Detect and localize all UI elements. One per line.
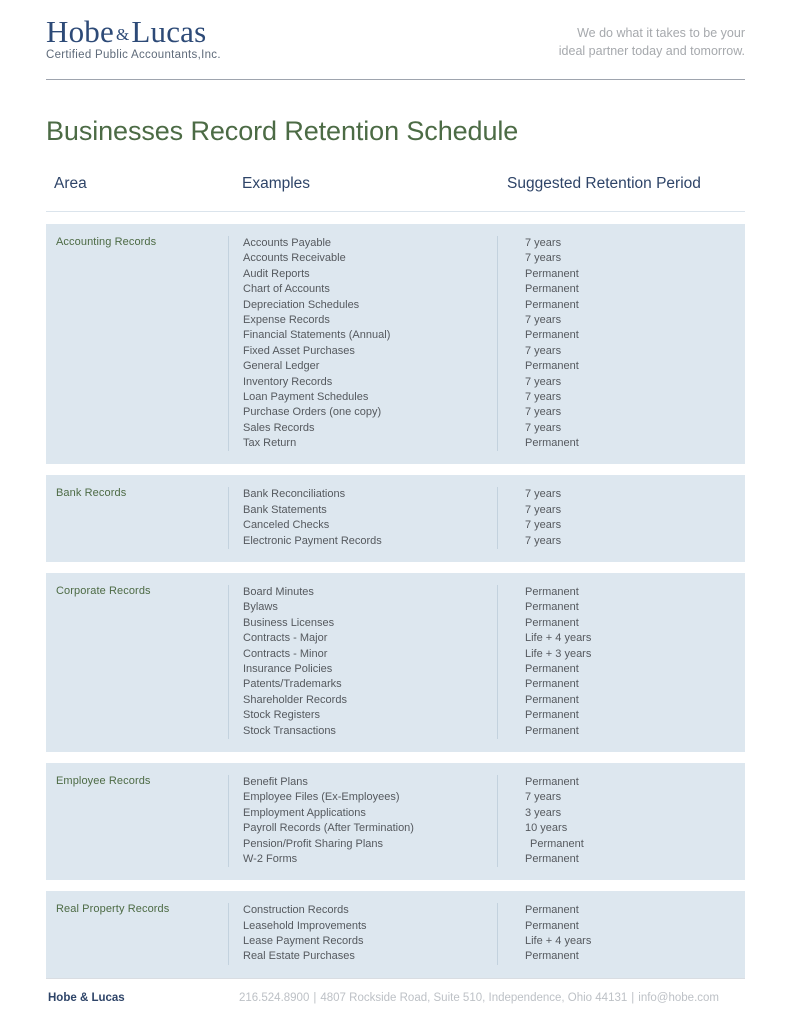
table-row xyxy=(243,631,745,646)
row-example: Chart of Accounts xyxy=(243,283,330,296)
row-retention-period: Permanent xyxy=(525,298,579,311)
table-row xyxy=(243,534,745,549)
row-retention-period: 7 years xyxy=(525,421,562,434)
section-rows xyxy=(228,236,745,451)
table-row xyxy=(243,903,745,918)
row-example: Bank Reconciliations xyxy=(243,488,346,501)
row-example: Shareholder Records xyxy=(243,693,347,706)
row-retention-period: Permanent xyxy=(525,724,579,737)
row-example: Lease Payment Records xyxy=(243,935,364,948)
footer-separator-1: | xyxy=(313,992,317,1004)
row-retention-period: 7 years xyxy=(525,534,562,547)
row-example: Bylaws xyxy=(243,601,278,614)
row-retention-period: Permanent xyxy=(530,837,584,850)
page-footer xyxy=(46,978,745,1008)
row-example: General Ledger xyxy=(243,360,320,373)
column-header-examples: Examples xyxy=(242,175,311,192)
row-example: Expense Records xyxy=(243,313,330,326)
row-example: Accounts Receivable xyxy=(243,252,346,265)
section-area-label: Bank Records xyxy=(56,487,127,500)
row-example: Electronic Payment Records xyxy=(243,534,382,547)
table-row xyxy=(243,708,745,723)
row-example: Accounts Payable xyxy=(243,237,332,249)
row-example: Real Estate Purchases xyxy=(243,950,355,963)
table-row xyxy=(243,236,745,251)
table-header-row xyxy=(46,175,745,212)
row-retention-period: 7 years xyxy=(525,791,562,804)
section-area-label: Real Property Records xyxy=(56,903,170,916)
row-example: Leasehold Improvements xyxy=(243,919,367,932)
table-row xyxy=(243,585,745,600)
company-tagline xyxy=(559,24,745,60)
row-retention-period: 7 years xyxy=(525,503,562,516)
row-example: Audit Reports xyxy=(243,267,310,280)
logo-subtitle: Certified Public Accountants,Inc. xyxy=(46,49,221,61)
section-area-label: Employee Records xyxy=(56,774,151,787)
masthead-divider xyxy=(46,79,745,80)
retention-table-body xyxy=(46,224,745,978)
row-example: Financial Statements (Annual) xyxy=(243,329,391,342)
row-example: Pension/Profit Sharing Plans xyxy=(243,837,384,850)
row-example: Bank Statements xyxy=(243,503,327,516)
row-retention-period: Permanent xyxy=(525,919,579,932)
row-example: Sales Records xyxy=(243,421,315,434)
row-example: Benefit Plans xyxy=(243,775,308,788)
row-example: Depreciation Schedules xyxy=(243,298,360,311)
table-row xyxy=(243,328,745,343)
row-retention-period: Permanent xyxy=(525,775,579,788)
row-retention-period: Permanent xyxy=(525,283,579,296)
row-retention-period: Permanent xyxy=(525,329,579,342)
table-row xyxy=(243,647,745,662)
table-row xyxy=(243,600,745,615)
row-example: Board Minutes xyxy=(243,586,314,599)
logo-word-secondary: Lucas xyxy=(131,14,207,49)
row-example: Fixed Asset Purchases xyxy=(243,344,355,357)
footer-phone[interactable]: 216.524.8900 xyxy=(239,992,310,1004)
masthead xyxy=(46,0,745,74)
table-row xyxy=(243,724,745,739)
row-retention-period: 7 years xyxy=(525,237,562,249)
footer-separator-2: | xyxy=(631,992,635,1004)
row-retention-period: Permanent xyxy=(525,662,579,675)
row-retention-period: Permanent xyxy=(525,950,579,963)
column-header-period: Suggested Retention Period xyxy=(507,175,701,192)
row-example: Loan Payment Schedules xyxy=(243,390,369,403)
footer-brand: Hobe & Lucas xyxy=(48,992,125,1004)
row-example: Canceled Checks xyxy=(243,519,330,532)
table-row xyxy=(243,390,745,405)
column-header-area: Area xyxy=(54,175,87,192)
table-row xyxy=(243,919,745,934)
table-row xyxy=(243,267,745,282)
row-example: Employee Files (Ex-Employees) xyxy=(243,791,400,804)
row-retention-period: 7 years xyxy=(525,375,562,388)
row-retention-period: Permanent xyxy=(525,616,579,629)
table-row xyxy=(243,344,745,359)
record-section xyxy=(46,763,745,880)
section-rows xyxy=(228,585,745,739)
row-retention-period: 7 years xyxy=(525,406,562,419)
row-retention-period: Permanent xyxy=(525,437,579,450)
row-example: Construction Records xyxy=(243,904,349,917)
table-row xyxy=(243,821,745,836)
table-row xyxy=(243,405,745,420)
row-retention-period: Permanent xyxy=(525,904,579,917)
section-rows xyxy=(228,487,745,549)
row-example: Stock Registers xyxy=(243,709,321,722)
row-retention-period: Permanent xyxy=(525,693,579,706)
footer-email[interactable]: info@hobe.com xyxy=(638,992,719,1004)
row-example: Purchase Orders (one copy) xyxy=(243,406,382,419)
section-area-label: Accounting Records xyxy=(56,236,157,248)
page-title: Businesses Record Retention Schedule xyxy=(46,116,519,146)
record-section xyxy=(46,224,745,464)
record-section xyxy=(46,475,745,562)
row-retention-period: 7 years xyxy=(525,390,562,403)
row-retention-period: Permanent xyxy=(525,586,579,599)
row-example: Contracts - Minor xyxy=(243,647,328,660)
row-retention-period: Permanent xyxy=(525,601,579,614)
table-row xyxy=(243,251,745,266)
company-logo xyxy=(46,16,221,61)
row-example: Employment Applications xyxy=(243,806,366,819)
row-retention-period: Life + 3 years xyxy=(525,647,592,660)
row-retention-period: Permanent xyxy=(525,709,579,722)
row-example: Business Licenses xyxy=(243,616,335,629)
logo-wordmark xyxy=(46,16,221,47)
record-section xyxy=(46,891,745,978)
section-rows xyxy=(228,903,745,965)
row-retention-period: Permanent xyxy=(525,852,579,865)
row-retention-period: 3 years xyxy=(525,806,562,819)
footer-contact xyxy=(239,992,719,1004)
table-row xyxy=(243,282,745,297)
table-row xyxy=(243,487,745,502)
section-area-label: Corporate Records xyxy=(56,585,151,598)
table-row xyxy=(243,662,745,677)
table-row xyxy=(243,503,745,518)
tagline-line-2: ideal partner today and tomorrow. xyxy=(558,44,745,59)
logo-word-primary: Hobe xyxy=(46,14,114,49)
row-retention-period: 7 years xyxy=(525,252,562,265)
table-row xyxy=(243,436,745,451)
table-row xyxy=(243,775,745,790)
footer-divider xyxy=(46,978,745,979)
table-row xyxy=(243,298,745,313)
row-example: Inventory Records xyxy=(243,375,333,388)
table-row xyxy=(243,375,745,390)
footer-address: 4807 Rockside Road, Suite 510, Independence, Ohio 44131 xyxy=(320,992,628,1004)
row-example: Payroll Records (After Termination) xyxy=(243,822,414,835)
row-example: Contracts - Major xyxy=(243,632,328,645)
row-retention-period: 7 years xyxy=(525,313,562,326)
row-retention-period: 7 years xyxy=(525,344,562,357)
table-row xyxy=(243,518,745,533)
table-row xyxy=(243,677,745,692)
table-row xyxy=(243,421,745,436)
row-example: Tax Return xyxy=(243,437,297,450)
section-rows xyxy=(228,775,745,867)
table-row xyxy=(243,693,745,708)
row-retention-period: 7 years xyxy=(525,488,562,501)
row-example: Insurance Policies xyxy=(243,662,333,675)
row-retention-period: 7 years xyxy=(525,519,562,532)
row-retention-period: Life + 4 years xyxy=(525,935,592,948)
table-row xyxy=(243,852,745,867)
table-row xyxy=(243,790,745,805)
table-row xyxy=(243,359,745,374)
row-retention-period: Life + 4 years xyxy=(525,632,592,645)
table-row xyxy=(243,934,745,949)
row-example: Patents/Trademarks xyxy=(243,678,342,691)
table-row xyxy=(243,949,745,964)
row-retention-period: Permanent xyxy=(525,267,579,280)
tagline-line-1: We do what it takes to be your xyxy=(577,26,745,40)
row-retention-period: Permanent xyxy=(525,360,579,373)
row-retention-period: 10 years xyxy=(525,822,568,835)
table-row xyxy=(243,806,745,821)
record-section xyxy=(46,573,745,752)
row-example: Stock Transactions xyxy=(243,724,336,737)
row-retention-period: Permanent xyxy=(525,678,579,691)
table-row xyxy=(243,313,745,328)
row-example: W-2 Forms xyxy=(243,852,298,865)
table-row xyxy=(243,616,745,631)
table-row xyxy=(243,837,745,852)
logo-ampersand: & xyxy=(115,25,130,44)
